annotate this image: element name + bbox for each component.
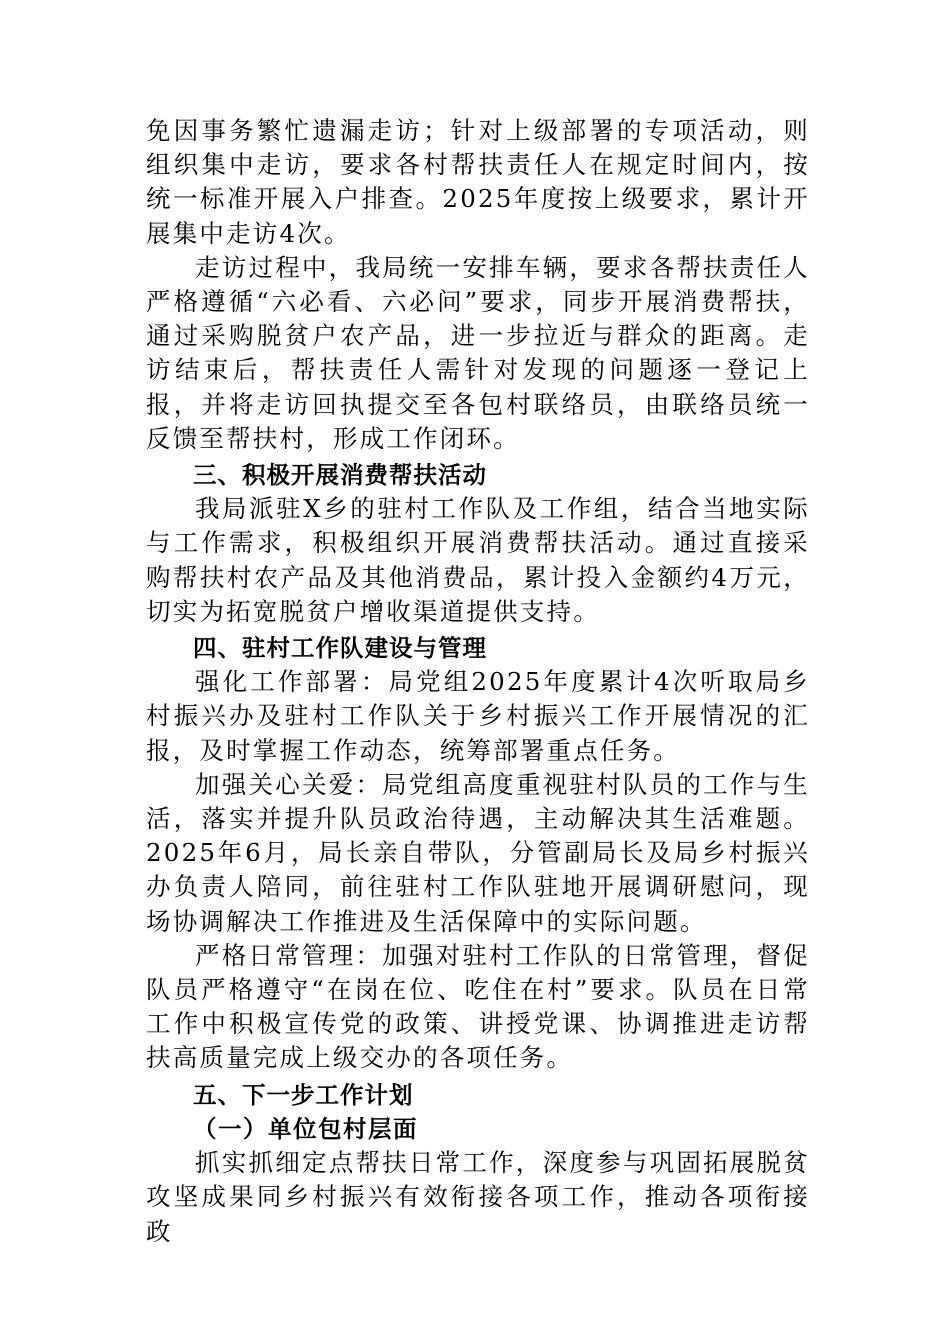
paragraph-visit-process: 走访过程中，我局统一安排车辆，要求各帮扶责任人严格遵循“六必看、六必问”要求，同步开展消费帮扶，通过采购脱贫户农产品，进一步拉近与群众的距离。走访结束后，帮扶责任人需针对发现的问题逐一登记上报，并将走访回执提交至各包村联络员，由联络员统一反馈至帮扶村，形成工作闭环。 xyxy=(146,252,810,453)
paragraph-consumption-aid: 我局派驻X乡的驻村工作队及工作组，结合当地实际与工作需求，积极组织开展消费帮扶活动。通过直接采购帮扶村农产品及其他消费品，累计投入金额约4万元，切实为拓宽脱贫户增收渠道提供支持。 xyxy=(146,494,810,626)
section-heading-3: 三、积极开展消费帮扶活动 xyxy=(193,461,487,490)
subsection-heading-1: （一）单位包村层面 xyxy=(193,1114,418,1143)
paragraph-work-deployment: 强化工作部署：局党组2025年度累计4次听取局乡村振兴办及驻村工作队关于乡村振兴工作开展情况的汇报，及时掌握工作动态，统筹部署重点任务。 xyxy=(146,667,810,765)
section-heading-4: 四、驻村工作队建设与管理 xyxy=(193,634,487,663)
paragraph-daily-management: 严格日常管理：加强对驻村工作队的日常管理，督促队员严格遵守“在岗在位、吃住在村”要求。队员在日常工作中积极宣传党的政策、讲授党课、协调推进走访帮扶高质量完成上级交办的各项任务。 xyxy=(146,940,810,1073)
paragraph-next-plan: 抓实抓细定点帮扶日常工作，深度参与巩固拓展脱贫攻坚成果同乡村振兴有效衔接各项工作，推动各项衔接政 xyxy=(146,1148,810,1246)
paragraph-continuation: 免因事务繁忙遗漏走访；针对上级部署的专项活动，则组织集中走访，要求各村帮扶责任人在规定时间内，按统一标准开展入户排查。2025年度按上级要求，累计开展集中走访4次。 xyxy=(146,116,810,248)
section-heading-5: 五、下一步工作计划 xyxy=(193,1080,414,1109)
document-body xyxy=(146,114,810,1249)
paragraph-care: 加强关心关爱：局党组高度重视驻村队员的工作与生活，落实并提升队员政治待遇，主动解决其生活难题。2025年6月，局长亲自带队，分管副局长及局乡村振兴办负责人陪同，前往驻村工作队驻地开展调研慰问，现场协调解决工作推进及生活保障中的实际问题。 xyxy=(146,769,810,936)
